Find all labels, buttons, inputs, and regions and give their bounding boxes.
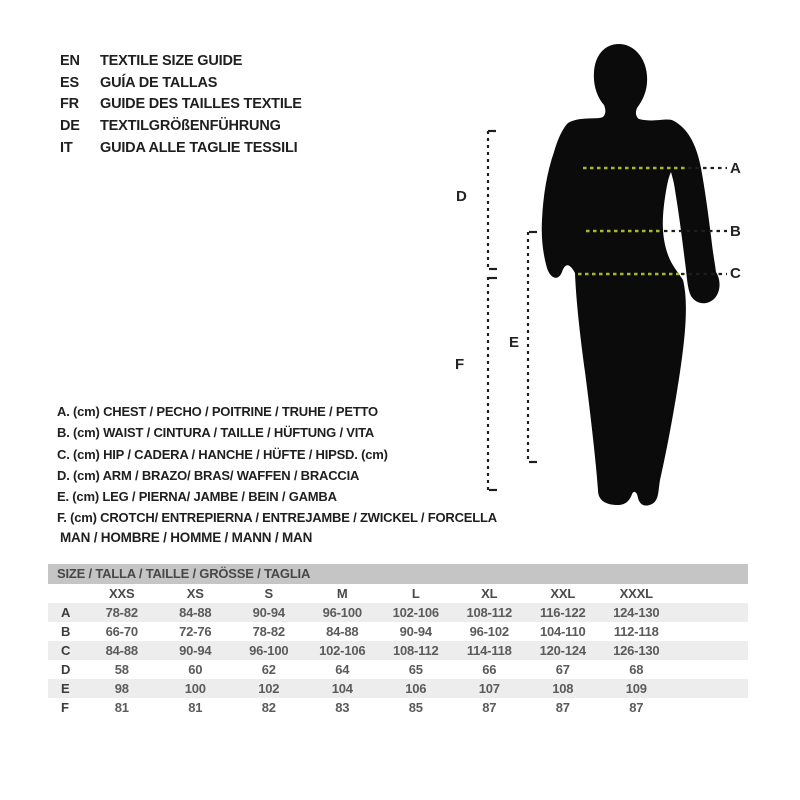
filler-cell bbox=[673, 584, 748, 603]
guide-title: GUIDA ALLE TAGLIE TESSILI bbox=[100, 139, 298, 156]
size-value-cell: 66-70 bbox=[105, 624, 138, 639]
leg-line bbox=[528, 232, 537, 462]
guide-title: TEXTILE SIZE GUIDE bbox=[100, 53, 243, 69]
size-table bbox=[48, 564, 748, 717]
size-value-cell: 67 bbox=[555, 662, 570, 677]
size-value-cell: 66 bbox=[482, 662, 497, 677]
label-hip-C: C bbox=[730, 265, 741, 282]
legend-line: A. (cm) CHEST / PECHO / POITRINE / TRUHE / PETTO bbox=[57, 404, 378, 419]
size-value-cell: 83 bbox=[335, 700, 350, 715]
filler-cell bbox=[673, 660, 748, 679]
size-column-header: XXL bbox=[550, 586, 576, 601]
measure-row-label: B bbox=[61, 624, 71, 639]
size-value-cell: 84-88 bbox=[326, 624, 359, 639]
size-column-header: M bbox=[336, 586, 348, 601]
size-value-cell: 112-118 bbox=[613, 624, 659, 639]
legend-line: C. (cm) HIP / CADERA / HANCHE / HÜFTE / HIPSD. (cm) bbox=[57, 446, 388, 462]
language-row bbox=[60, 138, 302, 160]
language-row bbox=[60, 73, 302, 95]
label-crotch-F: F bbox=[455, 356, 464, 373]
measure-row-label: A bbox=[61, 605, 71, 620]
table-row bbox=[48, 641, 748, 660]
table-row bbox=[48, 660, 748, 679]
size-value-cell: 102 bbox=[258, 681, 280, 696]
size-value-cell: 85 bbox=[408, 700, 423, 715]
size-value-cell: 108-112 bbox=[392, 643, 439, 658]
size-columns-row bbox=[48, 584, 748, 603]
guide-title: GUÍA DE TALLAS bbox=[100, 74, 218, 91]
size-value-cell: 87 bbox=[555, 700, 570, 715]
legend-line: B. (cm) WAIST / CINTURA / TAILLE / HÜFTUNG / VITA bbox=[57, 425, 375, 441]
size-column-header: L bbox=[411, 586, 420, 601]
language-row bbox=[60, 116, 302, 138]
table-row bbox=[48, 603, 748, 622]
size-value-cell: 84-88 bbox=[179, 605, 212, 620]
size-value-cell: 124-130 bbox=[613, 605, 660, 620]
size-value-cell: 81 bbox=[188, 700, 203, 715]
size-column-header: XL bbox=[481, 586, 498, 601]
size-table-title-bar: SIZE / TALLA / TAILLE / GRÖSSE / TAGLIA bbox=[48, 564, 748, 584]
size-value-cell: 90-94 bbox=[399, 624, 432, 639]
size-value-cell: 96-100 bbox=[249, 643, 289, 658]
label-leg-E: E bbox=[509, 334, 519, 351]
language-code: FR bbox=[60, 96, 79, 113]
size-value-cell: 108 bbox=[552, 681, 574, 696]
legend-line: D. (cm) ARM / BRAZO/ BRAS/ WAFFEN / BRACCIA bbox=[57, 467, 360, 483]
language-code: IT bbox=[60, 139, 73, 156]
table-row bbox=[48, 698, 748, 717]
size-column-header: XXXL bbox=[619, 586, 653, 601]
table-row bbox=[48, 679, 748, 698]
size-value-cell: 65 bbox=[408, 662, 423, 677]
size-value-cell: 102-106 bbox=[319, 643, 366, 658]
size-value-cell: 98 bbox=[114, 681, 129, 696]
size-value-cell: 116-122 bbox=[539, 605, 586, 620]
legend-line: E. (cm) LEG / PIERNA/ JAMBE / BEIN / GAMBA bbox=[57, 489, 337, 505]
size-value-cell: 96-102 bbox=[469, 624, 509, 639]
size-value-cell: 90-94 bbox=[252, 605, 285, 620]
measure-row-label: E bbox=[61, 681, 70, 696]
guide-title: TEXTILGRÖßENFÜHRUNG bbox=[100, 118, 281, 135]
language-row bbox=[60, 51, 302, 73]
size-column-header: XS bbox=[186, 586, 204, 601]
filler-cell bbox=[673, 641, 748, 660]
size-value-cell: 87 bbox=[482, 700, 497, 715]
size-value-cell: 78-82 bbox=[252, 624, 285, 639]
filler-cell bbox=[673, 679, 748, 698]
language-row bbox=[60, 94, 302, 116]
size-value-cell: 68 bbox=[629, 662, 644, 677]
filler-cell bbox=[673, 622, 748, 641]
table-row bbox=[48, 622, 748, 641]
size-value-cell: 106 bbox=[405, 681, 427, 696]
language-code: DE bbox=[60, 118, 80, 135]
size-value-cell: 81 bbox=[114, 700, 129, 715]
label-waist-B: B bbox=[730, 223, 741, 240]
size-value-cell: 87 bbox=[629, 700, 644, 715]
size-value-cell: 104-110 bbox=[539, 624, 586, 639]
measurement-legend bbox=[57, 401, 497, 529]
size-value-cell: 104 bbox=[331, 681, 353, 696]
size-value-cell: 82 bbox=[261, 700, 276, 715]
measure-row-label: F bbox=[61, 700, 69, 715]
size-value-cell: 84-88 bbox=[105, 643, 138, 658]
language-title-list bbox=[60, 51, 302, 159]
size-table-grid bbox=[48, 584, 748, 717]
label-arm-D: D bbox=[456, 188, 467, 205]
filler-cell bbox=[673, 603, 748, 622]
size-column-header: XXS bbox=[109, 586, 135, 601]
size-value-cell: 90-94 bbox=[179, 643, 212, 658]
size-value-cell: 107 bbox=[478, 681, 500, 696]
size-value-cell: 120-124 bbox=[539, 643, 586, 658]
size-corner-cell bbox=[48, 584, 85, 603]
arm-line bbox=[488, 131, 497, 270]
size-value-cell: 96-100 bbox=[322, 605, 362, 620]
size-value-cell: 62 bbox=[261, 662, 276, 677]
size-value-cell: 126-130 bbox=[613, 643, 660, 658]
size-value-cell: 58 bbox=[114, 662, 129, 677]
size-value-cell: 109 bbox=[625, 681, 647, 696]
size-value-cell: 102-106 bbox=[392, 605, 439, 620]
measure-row-label: D bbox=[61, 662, 71, 677]
size-value-cell: 114-118 bbox=[466, 643, 512, 658]
size-value-cell: 72-76 bbox=[179, 624, 212, 639]
man-silhouette bbox=[542, 44, 720, 506]
size-column-header: S bbox=[264, 586, 273, 601]
legend-line: F. (cm) CROTCH/ ENTREPIERNA / ENTREJAMBE / ZWICKEL / FORCELLA bbox=[57, 510, 497, 526]
measure-row-label: C bbox=[61, 643, 71, 658]
language-code: EN bbox=[60, 53, 80, 69]
size-value-cell: 100 bbox=[184, 681, 206, 696]
size-value-cell: 78-82 bbox=[105, 605, 138, 620]
size-value-cell: 108-112 bbox=[466, 605, 513, 620]
label-chest-A: A bbox=[730, 160, 741, 177]
filler-cell bbox=[673, 698, 748, 717]
size-value-cell: 64 bbox=[335, 662, 350, 677]
size-value-cell: 60 bbox=[188, 662, 203, 677]
section-title-man: MAN / HOMBRE / HOMME / MANN / MAN bbox=[60, 530, 313, 545]
language-code: ES bbox=[60, 74, 79, 91]
guide-title: GUIDE DES TAILLES TEXTILE bbox=[100, 96, 302, 113]
